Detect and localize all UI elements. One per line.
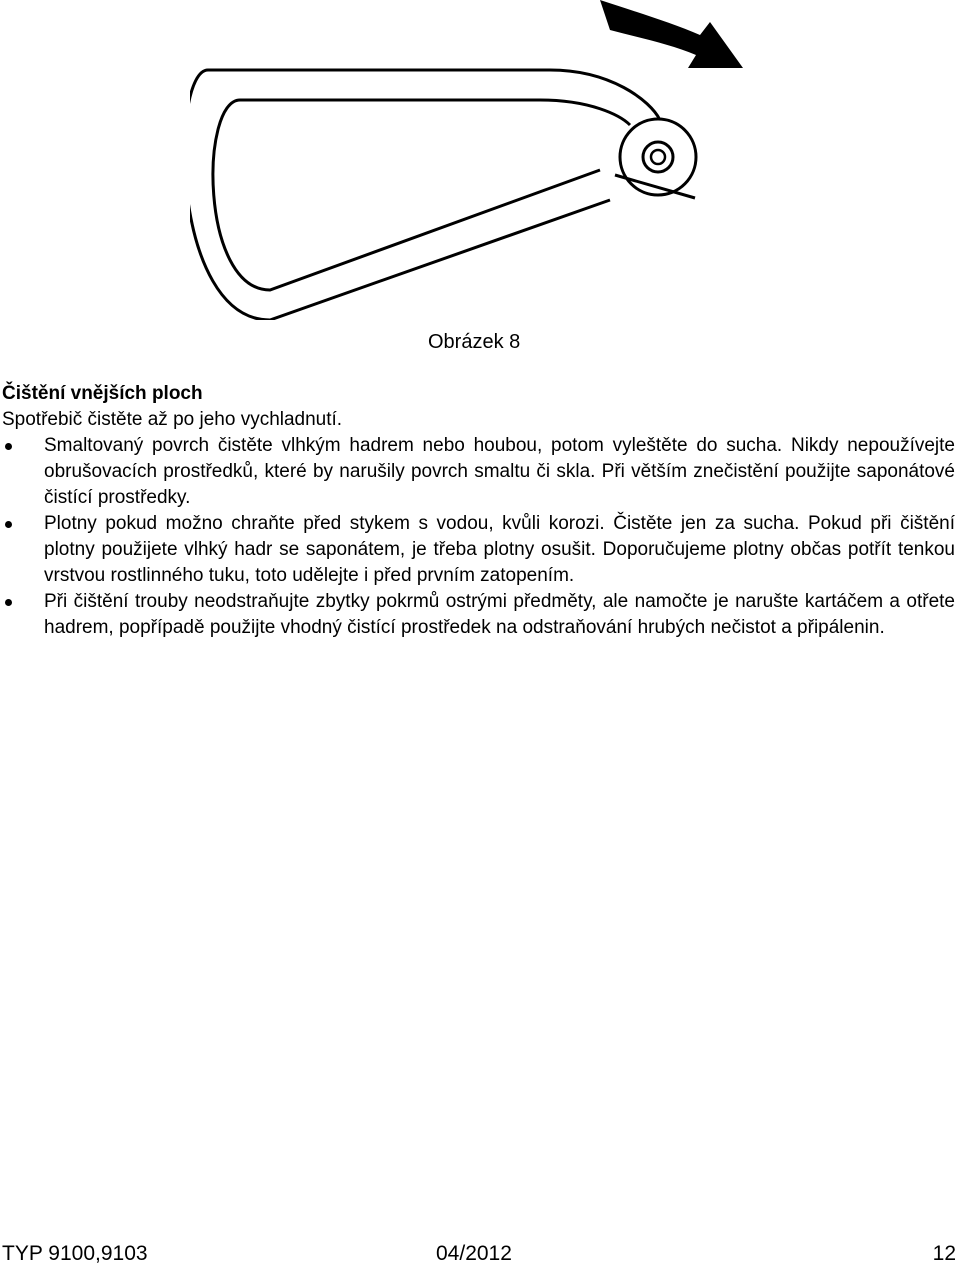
- oven-door-hinge-diagram: [190, 0, 750, 320]
- knob-outer-ring: [620, 119, 696, 195]
- bullet-list: [2, 433, 955, 641]
- rail-outer-curve: [190, 70, 610, 320]
- footer-page-number: 12: [932, 1242, 956, 1265]
- footer-date: 04/2012: [436, 1242, 512, 1265]
- rail-inner-line: [240, 100, 630, 125]
- figure-caption: Obrázek 8: [428, 331, 521, 353]
- rail-inner-curve: [213, 100, 600, 290]
- list-item: Smaltovaný povrch čistěte vlhkým hadrem nebo houbou, potom vyleštěte do sucha. Nikdy nepoužívejte obrušovacích prostředků, které by narušily povrch smaltu či skla. Při větším znečistění použijte saponátové čistící prostředky.: [2, 433, 955, 511]
- rail-outer-line: [208, 70, 660, 120]
- section-heading: Čištění vnějších ploch: [2, 383, 203, 404]
- footer-model: TYP 9100,9103: [2, 1242, 148, 1265]
- rotation-arrow-icon: [600, 0, 743, 68]
- cleaning-section: [2, 381, 955, 641]
- section-intro: Spotřebič čistěte až po jeho vychladnutí.: [2, 409, 343, 430]
- list-item: Při čištění trouby neodstraňujte zbytky pokrmů ostrými předměty, ale namočte je narušte kartáčem a otřete hadrem, popřípadě použijte vhodný čistící prostředek na odstraňování hrubých nečistot a připálenin.: [2, 589, 955, 641]
- list-item: Plotny pokud možno chraňte před stykem s vodou, kvůli korozi. Čistěte jen za sucha. Pokud při čištění plotny použijete vlhký hadr se saponátem, je třeba plotny osušit. Doporučujeme plotny občas potřít tenkou vrstvou rostlinného tuku, toto udělejte i před prvním zatopením.: [2, 511, 955, 589]
